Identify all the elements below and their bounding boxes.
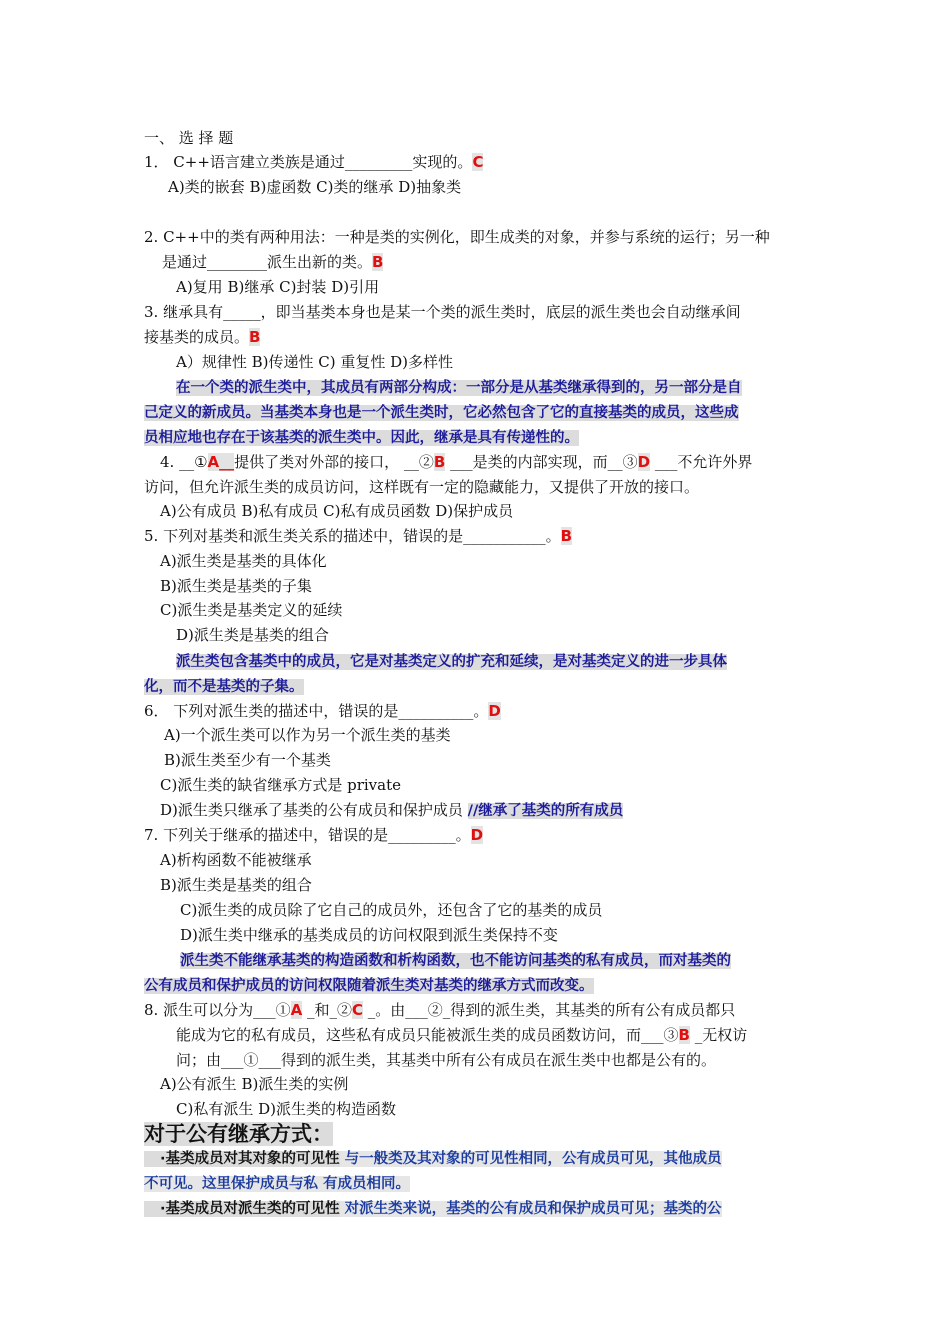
question-7 (144, 825, 483, 845)
note-6-text: //继承了基类的所有成员 (467, 803, 624, 819)
question-6-option-d-text: D)派生类只继承了基类的公有成员和保护成员 (160, 801, 468, 819)
answer-8-3: B (678, 1026, 690, 1044)
question-8-line-1 (144, 1000, 735, 1020)
question-4-line-2: 访问，但允许派生类的成员访问，这样既有一定的隐藏能力，又提供了开放的接口。 (144, 478, 700, 496)
question-7-option-d: D)派生类中继承的基类成员的访问权限到派生类保持不变 (180, 926, 558, 944)
note-7-line-1 (180, 950, 731, 971)
question-5-text: 5. 下列对基类和派生类关系的描述中，错误的是___________。 (144, 527, 561, 545)
answer-3: B (249, 328, 261, 346)
q8-part-1: 8. 派生可以分为___① (144, 1001, 291, 1019)
note-5-line-1 (176, 651, 727, 672)
question-5-option-b: B)派生类是基类的子集 (160, 577, 312, 595)
question-2-options: A)复用 B)继承 C)封装 D)引用 (176, 278, 380, 296)
question-8-line-2 (176, 1025, 747, 1045)
question-2-line-2 (162, 252, 383, 272)
question-7-option-c: C)派生类的成员除了它自己的成员外，还包含了它的基类的成员 (180, 901, 603, 919)
q8-part-4: 能成为它的私有成员，这些私有成员只能被派生类的成员函数访问，而___③ (176, 1026, 679, 1044)
answer-8-1: A (290, 1001, 303, 1019)
note-7-text-2: 公有成员和保护成员的访问权限随着派生类对基类的继承方式而改变。 (144, 978, 594, 994)
question-5-option-d: D)派生类是基类的组合 (176, 626, 329, 644)
answer-8-2: C (351, 1001, 363, 1019)
question-3-line-2 (144, 327, 260, 347)
answer-5: B (560, 527, 573, 545)
question-3-text: 接基类的成员。 (144, 328, 250, 346)
question-6 (144, 701, 501, 721)
question-8-options-1: A)公有派生 B)派生类的实例 (160, 1075, 349, 1093)
note-3-text-1: 在一个类的派生类中，其成员有两部分构成：一部分是从基类继承得到的，另一部分是自 (176, 380, 742, 396)
answer-4-1: A__ (207, 453, 235, 471)
question-5 (144, 526, 572, 546)
question-6-option-d (160, 800, 623, 821)
note-5-line-2 (144, 676, 304, 697)
q4-part-2: 提供了类对外部的接口， __② (234, 453, 434, 471)
note-7-line-2 (144, 975, 594, 996)
public-line-1 (144, 1148, 722, 1169)
question-3-options: A）规律性 B)传递性 C) 重复性 D)多样性 (176, 353, 453, 371)
question-6-option-b: B)派生类至少有一个基类 (164, 751, 331, 769)
public-line-2 (144, 1173, 410, 1194)
answer-4-2: B (433, 453, 446, 471)
visibility-objects-text-2: 不可见。这里保护成员与私 有成员相同。 (144, 1176, 411, 1192)
question-1 (144, 152, 483, 172)
question-6-text: 6． 下列对派生类的描述中，错误的是__________。 (144, 702, 489, 720)
question-7-text: 7. 下列关于继承的描述中，错误的是_________。 (144, 826, 471, 844)
public-inheritance-title-text: 对于公有继承方式： (144, 1122, 333, 1146)
question-7-option-b: B)派生类是基类的组合 (160, 876, 312, 894)
q8-part-5: _无权访 (689, 1026, 748, 1044)
public-inheritance-title (144, 1120, 333, 1150)
q8-part-2: _和_② (302, 1001, 352, 1019)
visibility-objects-text: 与一般类及其对象的可见性相同，公有成员可见，其他成员 (339, 1151, 722, 1167)
section-title: 一、 选 择 题 (144, 129, 234, 147)
note-3-text-2: 己定义的新成员。当基类本身也是一个派生类时，它必然包含了它的直接基类的成员，这些成 (144, 405, 739, 421)
question-4-line-1 (160, 452, 752, 472)
question-5-option-c: C)派生类是基类定义的延续 (160, 601, 343, 619)
note-3-line-2 (144, 402, 739, 423)
question-1-options: A)类的嵌套 B)虚函数 C)类的继承 D)抽象类 (168, 178, 462, 196)
visibility-objects-label: ·基类成员对其对象的可见性 (144, 1151, 340, 1167)
note-5-text-2: 化，而不是基类的子集。 (144, 679, 304, 695)
answer-7: D (470, 826, 484, 844)
note-5-text-1: 派生类包含基类中的成员，它是对基类定义的扩充和延续，是对基类定义的进一步具体 (176, 654, 727, 670)
question-6-option-a: A)一个派生类可以作为另一个派生类的基类 (164, 726, 451, 744)
answer-1: C (472, 153, 484, 171)
q4-part-1: 4. __① (160, 453, 208, 471)
question-5-option-a: A)派生类是基类的具体化 (160, 552, 327, 570)
q4-part-3: ___是类的内部实现，而__③ (445, 453, 638, 471)
answer-4-3: D (637, 453, 651, 471)
question-4-options: A)公有成员 B)私有成员 C)私有成员函数 D)保护成员 (160, 502, 514, 520)
question-6-option-c: C)派生类的缺省继承方式是 private (160, 776, 401, 794)
question-8-line-3: 问；由___①___得到的派生类，其基类中所有公有成员在派生类中也都是公有的。 (176, 1051, 717, 1069)
note-3-line-3 (144, 427, 579, 448)
question-1-text: 1． C++语言建立类族是通过_________实现的。 (144, 153, 473, 171)
note-3-line-1 (176, 377, 742, 398)
question-8-options-2: C)私有派生 D)派生类的构造函数 (176, 1100, 396, 1118)
answer-2: B (372, 253, 384, 271)
visibility-derived-text: 对派生类来说，基类的公有成员和保护成员可见；基类的公 (339, 1201, 722, 1217)
visibility-derived-label: ·基类成员对派生类的可见性 (144, 1201, 340, 1217)
public-line-3 (144, 1198, 722, 1219)
note-7-text-1: 派生类不能继承基类的构造函数和析构函数，也不能访问基类的私有成员，而对基类的 (180, 953, 731, 969)
question-2-text: 是通过________派生出新的类。 (162, 253, 373, 271)
q4-part-4: ___不允许外界 (650, 453, 753, 471)
question-3-line-1: 3. 继承具有_____，即当基类本身也是某一个类的派生类时，底层的派生类也会自动继承间 (144, 303, 741, 321)
q8-part-3: _。由___②_得到的派生类，其基类的所有公有成员都只 (363, 1001, 736, 1019)
question-2-line-1: 2. C++中的类有两种用法：一种是类的实例化，即生成类的对象，并参与系统的运行；另一种 (144, 228, 770, 246)
question-7-option-a: A)析构函数不能被继承 (160, 851, 312, 869)
note-3-text-3: 员相应地也存在于该基类的派生类中。因此，继承是具有传递性的。 (144, 430, 579, 446)
answer-6: D (488, 702, 501, 720)
